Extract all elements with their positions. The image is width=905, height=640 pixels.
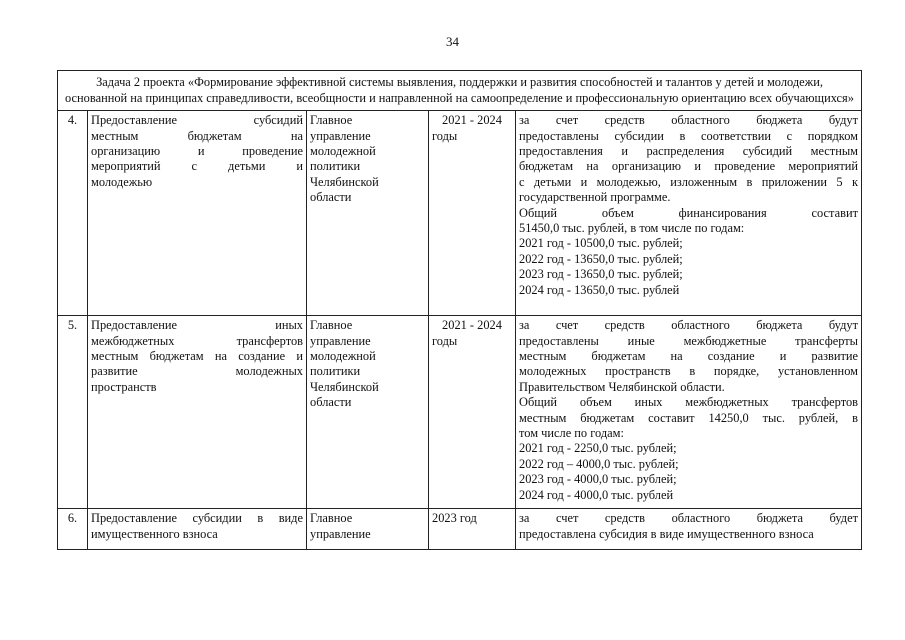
text-line: за счет средств областного бюджета будет [519,511,858,526]
task-header: Задача 2 проекта «Формирование эффективной системы выявления, поддержки и развития способностей и талантов у детей и молодежи, основанной на принципах справедливости, всеобщности и направленной на самоопределение и профессиональную ориентацию всех обучающихся» [58,71,862,111]
expected-result [516,509,862,550]
text-line: молодежной [310,349,376,363]
text-line: местным бюджетам на создание и [91,349,303,363]
row-number: 5. [58,316,88,509]
text-line: Предоставление иных [91,318,303,333]
text-line: местным бюджетам на [91,128,303,143]
text-line: 2022 год – 4000,0 тыс. рублей; [519,456,679,471]
text-line: межбюджетных трансфертов [91,333,303,348]
table-row [58,509,862,550]
period [429,509,516,550]
text-line: том числе по годам: [519,426,624,441]
period [429,316,516,509]
text-line: 2021 год - 2250,0 тыс. рублей; [519,441,677,456]
text-line: годы [432,128,458,143]
text-line: управление [310,333,371,348]
text-line: Общий объем финансирования составит [519,205,858,220]
text-line: 2024 год - 4000,0 тыс. рублей [519,487,674,502]
text-line: молодежью [91,174,153,189]
text-line: Главное [310,511,353,526]
text-line: 2024 год - 13650,0 тыс. рублей [519,282,680,297]
row-number: 4. [58,111,88,316]
text-line: развитие молодежных [91,364,303,379]
text-line: Предоставление субсидии в виде [91,511,303,526]
text-line: политики [310,364,361,379]
text-line: области [310,190,352,205]
text-line: 2021 - 2024 [442,113,502,128]
period [429,111,516,316]
table-row [58,111,862,316]
text-line: 2023 год - 13650,0 тыс. рублей; [519,267,683,282]
text-line: предоставлена субсидия в виде имущественного взноса [519,526,814,541]
text-line: Правительством Челябинской области. [519,379,725,394]
text-line: государственной программе. [519,190,671,205]
text-line: Челябинской [310,174,379,189]
text-line: Главное [310,318,353,333]
text-line: управление [310,526,371,541]
text-line: 2021 - 2024 [442,318,502,333]
text-line: предоставлены иные межбюджетные трансферты [519,333,858,348]
text-line: управление [310,128,371,143]
executor [307,316,429,509]
text-line: Предоставление субсидий [91,113,303,128]
text-line: мероприятий с детьми и [91,159,303,174]
text-line: 2021 год - 10500,0 тыс. рублей; [519,236,683,251]
text-line: политики [310,159,361,174]
task-header-row [58,71,862,111]
text-line: области [310,395,352,410]
table-row [58,316,862,509]
text-line: 2022 год - 13650,0 тыс. рублей; [519,251,683,266]
text-line: годы [432,333,458,348]
text-line: молодежной [310,144,376,158]
text-line: бюджетам на организацию и проведение мероприятий [519,159,858,174]
text-line: 2023 год [432,511,477,526]
text-line: местным бюджетам составит 14250,0 тыс. рублей, в [519,410,858,425]
measure-name [88,316,307,509]
row-number: 6. [58,509,88,550]
measures-table [57,70,862,550]
text-line: за счет средств областного бюджета будут [519,113,858,128]
text-line: местным бюджетам на создание и развитие [519,349,858,363]
text-line: организацию и проведение [91,144,303,158]
text-line: имущественного взноса [91,526,218,541]
measure-name [88,111,307,316]
page-number: 34 [446,34,459,49]
executor [307,509,429,550]
text-line: Общий объем иных межбюджетных трансфертов [519,395,858,410]
text-line: молодежных пространств в порядке, установленном [519,364,858,379]
text-line: предоставлены субсидии в соответствии с порядком [519,128,858,143]
executor [307,111,429,316]
text-line: с детьми и молодежью, изложенным в приложении 5 к [519,174,858,189]
text-line: за счет средств областного бюджета будут [519,318,858,333]
text-line: 51450,0 тыс. рублей, в том числе по годам: [519,221,745,236]
expected-result [516,111,862,316]
text-line: Челябинской [310,379,379,394]
measure-name [88,509,307,550]
text-line: 2023 год - 4000,0 тыс. рублей; [519,472,677,487]
text-line: Главное [310,113,353,128]
expected-result [516,316,862,509]
text-line: предоставления и распределения субсидий местным [519,144,858,158]
text-line: пространств [91,379,157,394]
